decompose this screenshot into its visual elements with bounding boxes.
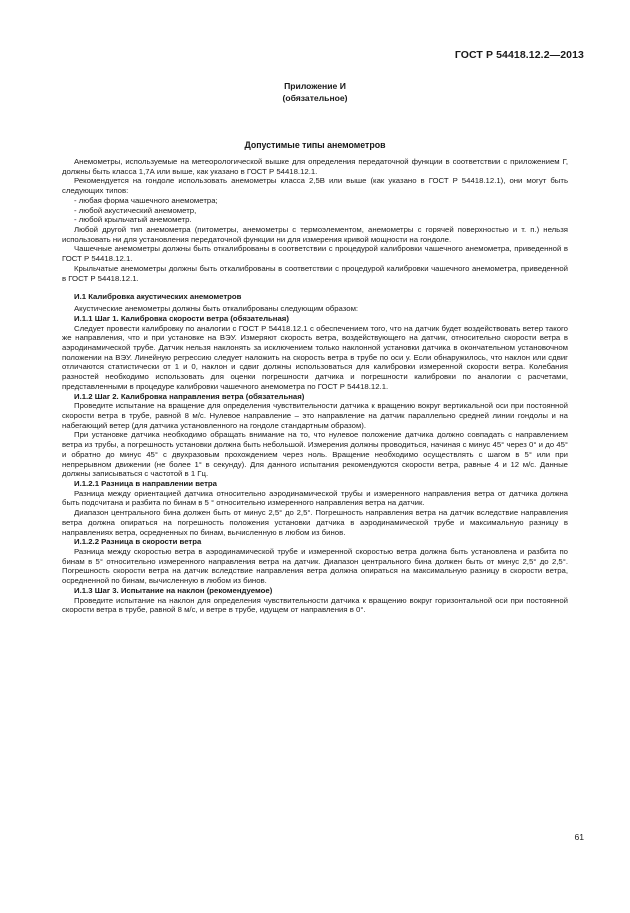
paragraph: При установке датчика необходимо обращать внимание на то, что нулевое положение датчика должно совпадать с направлением ветра из трубы, а погрешность установки должна быть небольшой. Измерения должны проводиться, начиная с минус 45° через 0° и до 45° и обратно до минус 45° с двухразовым прохождением через ноль. Вращение необходимо осуществлять с шагом в 5° или при непрерывном движении (не более 1° в секунду). Для данного испытания рекомендуются скорости ветра, равные 4 и 12 м/с. Данные должны записываться с частотой в 1 Гц.	[62, 430, 568, 479]
paragraph: Разница между ориентацией датчика относительно аэродинамической трубы и измеренного направления ветра от датчика должна быть подсчитана и разбита по бинам в 5 ° относительно измеренного направления ветра на датчик.	[62, 488, 568, 508]
paragraph: Анемометры, используемые на метеорологической вышке для определения передаточной функции в соответствии с приложением Г, должны быть класса 1,7А или выше, как указано в ГОСТ Р 54418.12.1.	[62, 157, 568, 176]
standard-header: ГОСТ Р 54418.12.2—2013	[454, 49, 584, 61]
list-item: - любой крыльчатый анемометр.	[74, 215, 192, 225]
list-item: - любая форма чашечного анемометра;	[74, 195, 218, 205]
paragraph: Крыльчатые анемометры должны быть откалиброваны в соответствии с процедурой калибровки чашечного анемометра, приведенной в ГОСТ Р 54418.12.1.	[62, 263, 568, 283]
subsection-heading: И.1.1 Шаг 1. Калибровка скорости ветра (обязательная)	[74, 313, 289, 323]
document-body	[62, 157, 568, 615]
subsection-heading: И.1 Калибровка акустических анемометров	[74, 292, 242, 302]
annex-status: (обязательное)	[282, 93, 348, 103]
paragraph: Проведите испытание на наклон для определения чувствительности датчика к вращению вокруг горизонтальной оси при постоянной скорости ветра в трубе, равной 8 м/с, и ветре в трубе, идущем от направления в 0°.	[62, 595, 568, 615]
subsection-heading: И.1.2.1 Разница в направлении ветра	[74, 479, 217, 488]
subsection-heading: И.1.2 Шаг 2. Калибровка направления ветра (обязательная)	[74, 391, 305, 401]
list-item: - любой акустический анемометр,	[74, 205, 197, 215]
paragraph: Акустические анемометры должны быть откалиброваны следующим образом:	[74, 304, 359, 314]
paragraph: Следует провести калибровку по аналогии с ГОСТ Р 54418.12.1 с обеспечением того, что на датчик будет воздействовать ветер такого же направления, что и при установке на ВЭУ. Измеряют скорость ветра, воздействующего на датчик, относительно скорости ветра в аэродинамической трубе. Датчик нельзя наклонять за исключением только наклонной установки датчика в окончательном установочном положении на ВЭУ. Линейную регрессию следует наложить на скорость ветра в трубе по оси у. Если обнаружилось, что наклон или сдвиг отличаются статистически от 1 и 0, наклон и сдвиг должны использоваться для калибровки измеренной скорости ветра. Колебания разностей необходимо использовать для оценки погрешности датчика и погрешности калибровки по аналогии с расчетами, представленными в процедуре калибровки чашечного анемометра по ГОСТ Р 54418.12.1.	[62, 323, 568, 391]
paragraph: Проведите испытание на вращение для определения чувствительности датчика к вращению вокруг вертикальной оси при постоянной скорости ветра в трубе, равной 8 м/с. Нулевое направление – это направление на датчик параллельно средней линии гондолы и на набегающий ветер (для датчика установленного на гондоле стандартным образом).	[62, 401, 568, 430]
paragraph: Рекомендуется на гондоле использовать анемометры класса 2,5В или выше (как указано в ГОСТ Р 54418.12.1), они могут быть следующих типов:	[62, 176, 568, 196]
annex-title: Приложение И	[284, 81, 346, 91]
subsection-heading: И.1.2.2 Разница в скорости ветра	[74, 537, 202, 547]
paragraph: Диапазон центрального бина должен быть от минус 2,5° до 2,5°. Погрешность направления ветра на датчик вследствие направления ветра должна опираться на погрешность положения установки датчика в аэродинамической трубе и максимальную разницу в направлениях ветра, осредненных по бинам, вычисленную в любом из бинов.	[62, 508, 568, 537]
paragraph: Чашечные анемометры должны быть откалиброваны в соответствии с процедурой калибровки чашечного анемометра, приведенной в ГОСТ Р 54418.12.1.	[62, 244, 568, 264]
paragraph: Любой другой тип анемометра (питометры, анемометры с термоэлементом, анемометры с горячей поверхностью и т. п.) нельзя использовать ни для установления передаточной функции ни для измерения кривой мощности на гондоле.	[62, 225, 568, 244]
annex-heading	[0, 80, 630, 104]
subsection-heading: И.1.3 Шаг 3. Испытание на наклон (рекомендуемое)	[74, 585, 273, 595]
paragraph: Разница между скоростью ветра в аэродинамической трубе и измеренной скоростью ветра должна быть установлена и разбита по бинам в 5° относительно измеренного направления ветра на датчик. Диапазон центрального бина должен быть от минус 2,5° до 2,5°. Погрешность скорости ветра на датчик вследствие направления ветра должна опираться на максимальную разницу в скорости ветра, осредненной по бинам, вычисленную в любом из бинов.	[62, 547, 568, 586]
page-number: 61	[574, 832, 584, 842]
section-title: Допустимые типы анемометров	[244, 140, 386, 150]
